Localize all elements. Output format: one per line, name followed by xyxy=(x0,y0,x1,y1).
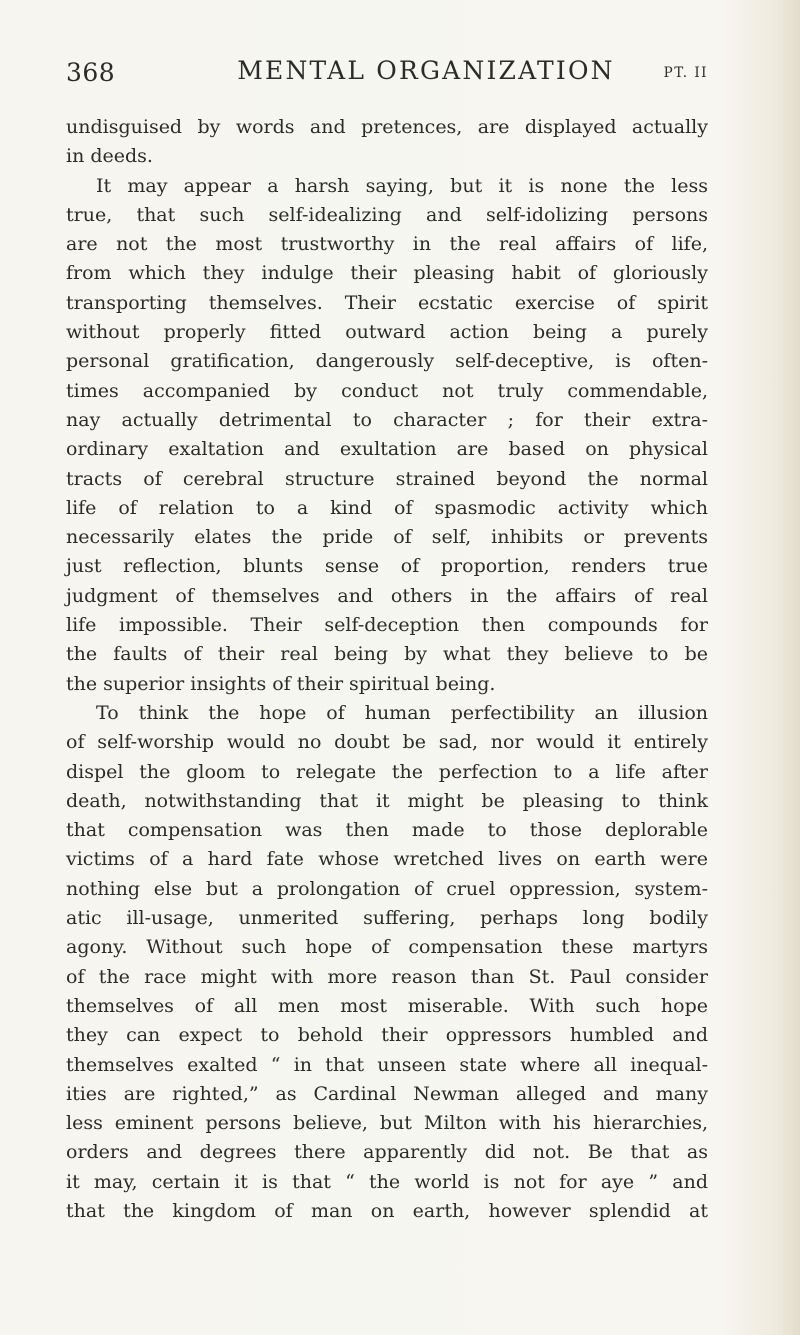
body-text xyxy=(66,113,708,1226)
text-line: nay actually detrimental to character ; for their extra- xyxy=(66,408,708,431)
text-line: in deeds. xyxy=(66,145,153,168)
text-line: from which they indulge their pleasing habit of gloriously xyxy=(66,262,708,285)
text-line: judgment of themselves and others in the affairs of real xyxy=(66,584,708,607)
text-line: the superior insights of their spiritual being. xyxy=(66,672,496,695)
text-line: it may, certain it is that “ the world is not for aye ” and xyxy=(66,1170,708,1193)
text-line: life impossible. Their self-deception then compounds for xyxy=(66,614,708,637)
text-line: undisguised by words and pretences, are displayed actually xyxy=(66,116,708,138)
text-line: without properly fitted outward action being a purely xyxy=(66,321,708,344)
text-line: dispel the gloom to relegate the perfection to a life after xyxy=(66,760,708,783)
text-line: times accompanied by conduct not truly commendable, xyxy=(66,379,708,402)
text-line: true, that such self-idealizing and self-idolizing persons xyxy=(66,203,708,226)
part-label: PT. II xyxy=(663,65,708,81)
text-line: ities are righted,” as Cardinal Newman alleged and many xyxy=(66,1082,708,1105)
text-line: nothing else but a prolongation of cruel oppression, system- xyxy=(66,877,708,900)
text-line: just reflection, blunts sense of proportion, renders true xyxy=(66,555,708,578)
text-line: It may appear a harsh saying, but it is none the less xyxy=(96,174,708,197)
text-line: life of relation to a kind of spasmodic activity which xyxy=(66,496,708,519)
text-line: of self-worship would no doubt be sad, nor would it entirely xyxy=(66,731,708,754)
text-line: transporting themselves. Their ecstatic exercise of spirit xyxy=(66,291,708,314)
page-header xyxy=(66,56,708,92)
text-line: themselves exalted “ in that unseen state where all inequal- xyxy=(66,1053,708,1076)
page-number: 368 xyxy=(66,58,116,87)
text-line: necessarily elates the pride of self, inhibits or prevents xyxy=(66,526,708,549)
text-line: that the kingdom of man on earth, however splendid at xyxy=(66,1199,708,1222)
text-line: that compensation was then made to those deplorable xyxy=(66,819,708,842)
text-line: of the race might with more reason than St. Paul consider xyxy=(66,965,708,988)
text-line: the faults of their real being by what they believe to be xyxy=(66,643,708,666)
text-line: are not the most trustworthy in the real affairs of life, xyxy=(66,233,708,256)
text-line: To think the hope of human perfectibility an illusion xyxy=(96,701,708,724)
text-line: atic ill-usage, unmerited suffering, perhaps long bodily xyxy=(66,907,708,930)
running-head: MENTAL ORGANIZATION xyxy=(237,56,615,85)
text-line: they can expect to behold their oppressors humbled and xyxy=(66,1024,708,1047)
text-line: death, notwithstanding that it might be pleasing to think xyxy=(66,789,708,812)
text-line: victims of a hard fate whose wretched lives on earth were xyxy=(66,848,708,871)
text-line: personal gratification, dangerously self-deceptive, is often- xyxy=(66,350,708,373)
text-line: ordinary exaltation and exultation are based on physical xyxy=(66,438,708,461)
text-line: tracts of cerebral structure strained beyond the normal xyxy=(66,467,708,490)
text-line: less eminent persons believe, but Milton with his hierarchies, xyxy=(66,1112,708,1135)
text-line: themselves of all men most miserable. With such hope xyxy=(66,994,708,1017)
text-line: agony. Without such hope of compensation these martyrs xyxy=(66,936,708,959)
text-line: orders and degrees there apparently did not. Be that as xyxy=(66,1141,708,1164)
